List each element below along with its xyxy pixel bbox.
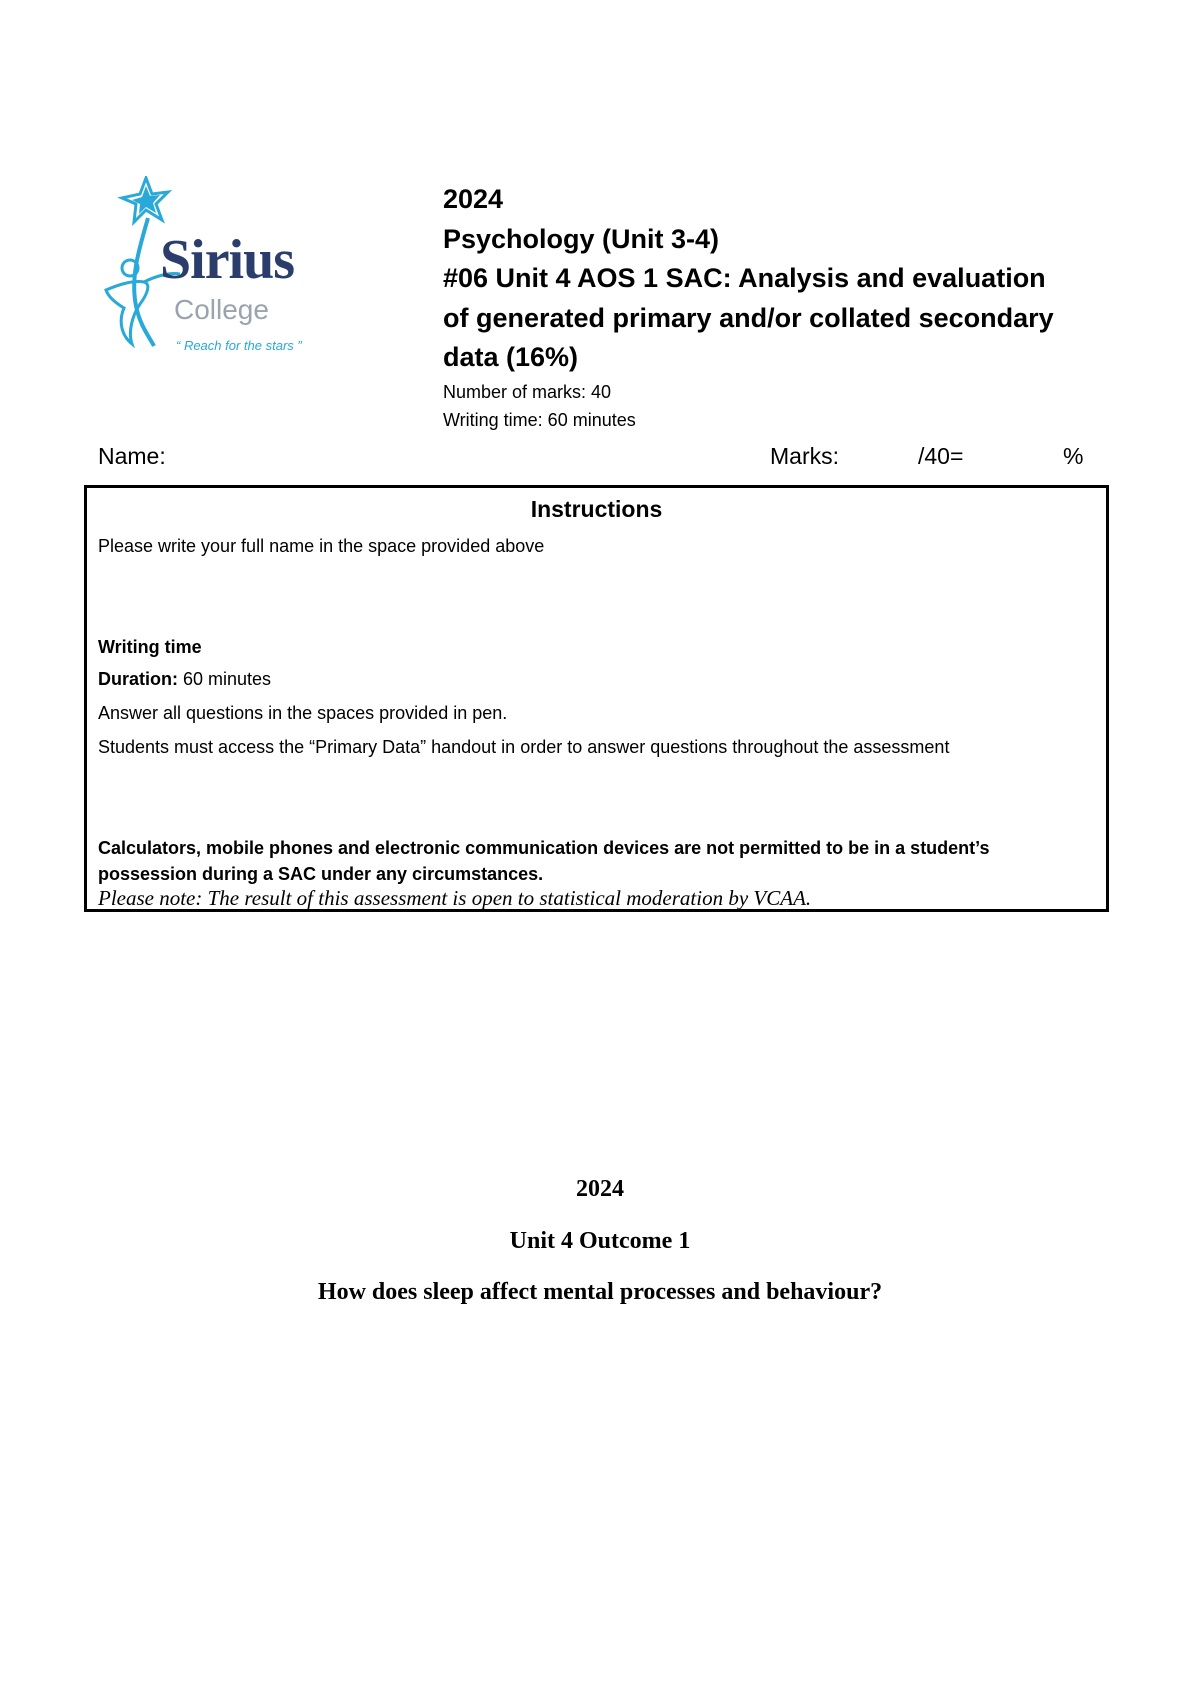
duration-value: 60 minutes [178,669,272,689]
header-subject: Psychology (Unit 3-4) [443,223,720,254]
devices-warning-line1: Calculators, mobile phones and electronic communication devices are not permitted to be in a student’s [98,838,990,858]
duration-label: Duration: [98,669,178,689]
outcome-unit: Unit 4 Outcome 1 [509,1228,691,1254]
outcome-year: 2024 [576,1176,624,1202]
instructions-box [84,485,1109,912]
instructions-title: Instructions [530,496,663,522]
document-header [443,180,1123,434]
name-label: Name: [98,443,166,469]
outcome-question: How does sleep affect mental processes and behaviour? [317,1279,883,1305]
header-title-line: of generated primary and/or collated secondary [443,302,1054,333]
percent-sign: % [1063,443,1084,469]
time-info: Writing time: 60 minutes [443,409,636,430]
marks-info: Number of marks: 40 [443,381,612,402]
handout-instruction: Students must access the “Primary Data” handout in order to answer questions throughout the assessment [98,737,950,757]
logo-subtitle: College [174,294,269,325]
marks-label: Marks: [770,443,839,469]
marks-total: /40= [918,443,964,469]
logo-wordmark: Sirius [160,229,295,291]
moderation-note: Please note: The result of this assessment is open to statistical moderation by VCAA. [98,886,812,910]
logo-tagline: “ Reach for the stars ” [176,338,302,353]
sirius-college-logo [100,176,340,366]
header-title-line: #06 Unit 4 AOS 1 SAC: Analysis and evaluation [443,263,1046,293]
name-instruction: Please write your full name in the space provided above [98,536,545,556]
header-title-line: data (16%) [443,342,579,372]
duration-line [98,669,271,690]
devices-warning-line2: possession during a SAC under any circumstances. [98,864,544,884]
answer-instruction: Answer all questions in the spaces provided in pen. [98,703,508,723]
writing-time-heading: Writing time [98,637,202,657]
header-year: 2024 [443,184,504,214]
